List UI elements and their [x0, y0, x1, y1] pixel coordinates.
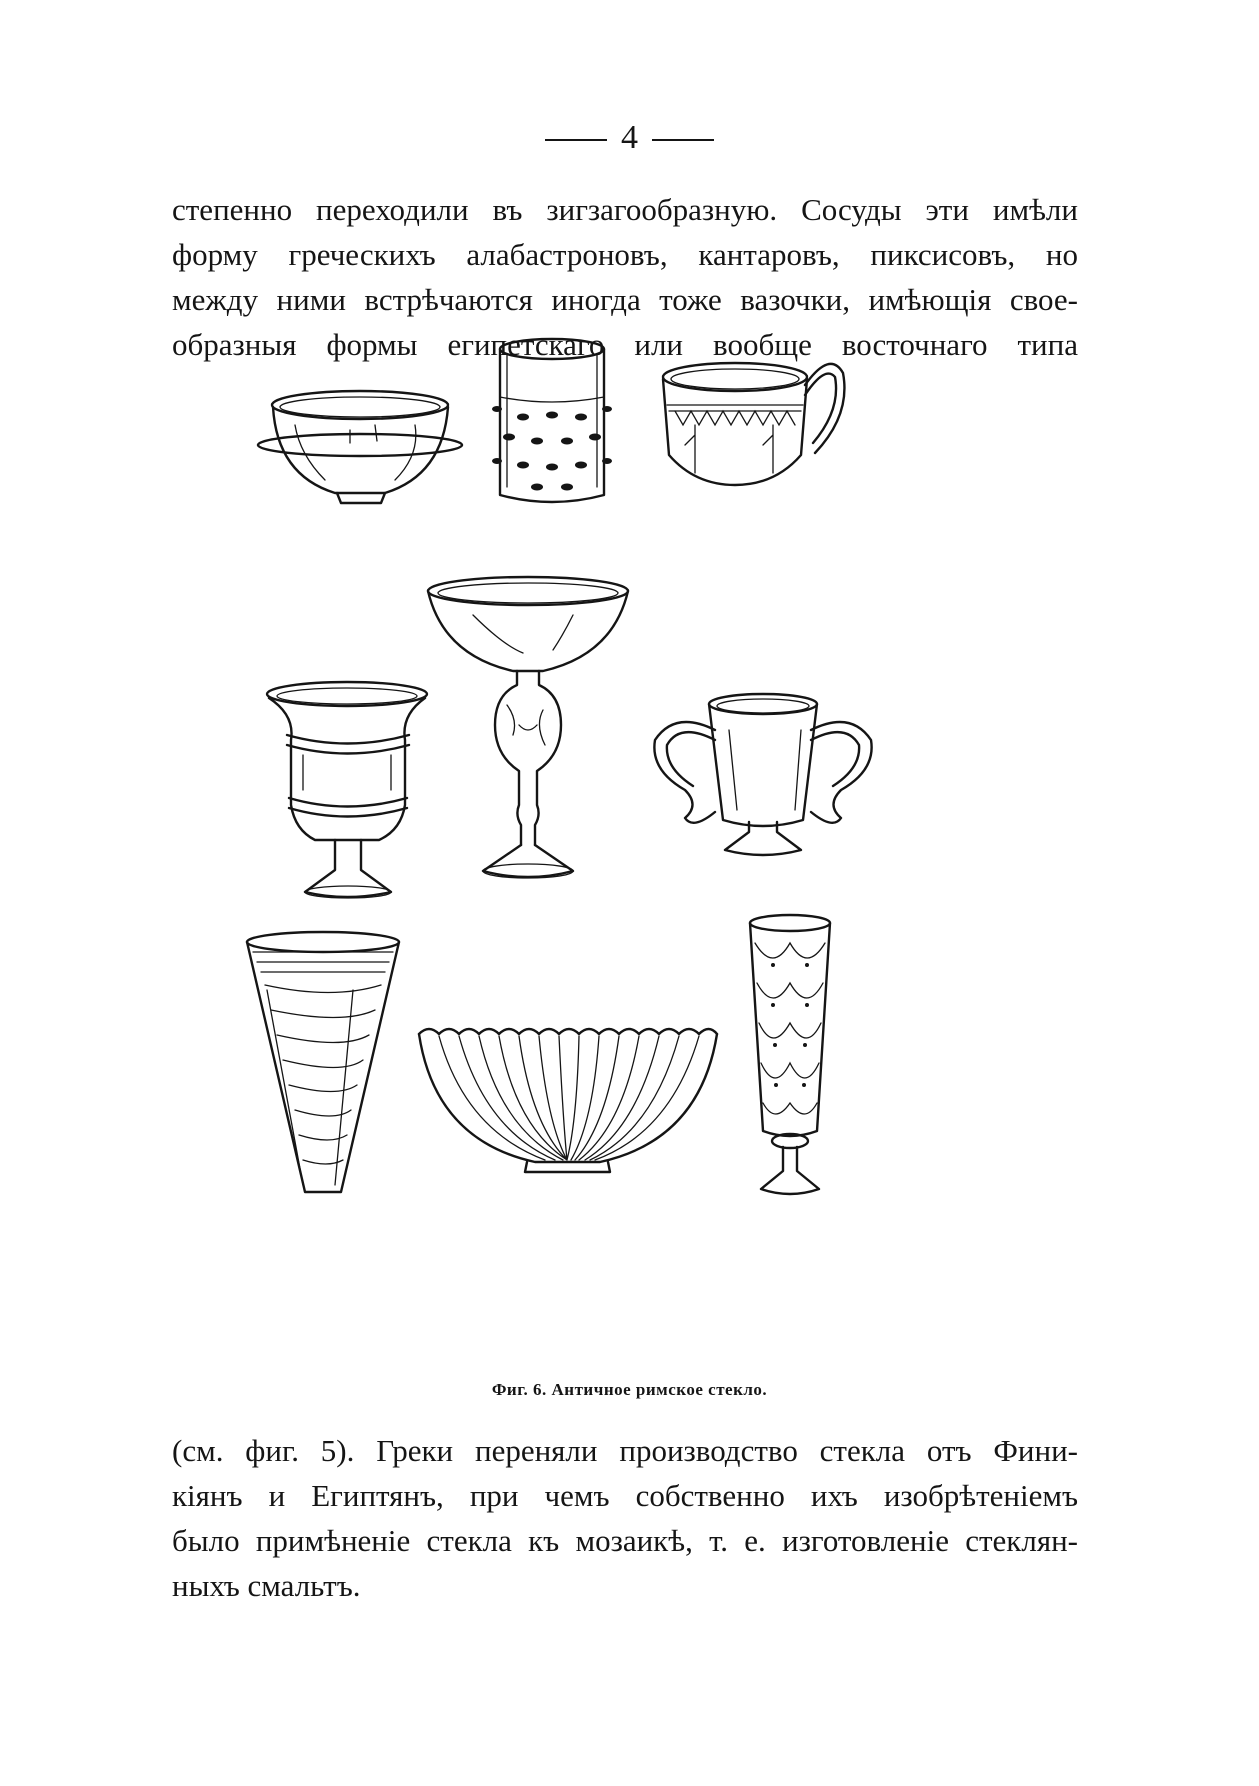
prunted-beaker-illustration [487, 337, 617, 507]
text-line: кіянъ и Египтянъ, при чемъ собственно ихъ изобрѣтеніемъ [172, 1478, 1078, 1513]
paragraph-top [172, 187, 1078, 367]
text-line: было примѣненіе стекла къ мозаикѣ, т. е. изготовленіе стеклян- [172, 1523, 1078, 1558]
ribbed-bowl-illustration [415, 1020, 720, 1175]
text-line: форму греческихъ алабастроновъ, кантаровъ, пиксисовъ, но [172, 237, 1078, 272]
flanged-bowl-illustration [255, 385, 465, 505]
conical-beaker-illustration [243, 930, 403, 1200]
right-rule [652, 139, 714, 141]
handled-cup-illustration [655, 355, 865, 495]
text-line: ныхъ смальтъ. [172, 1568, 361, 1603]
figure-caption: Фиг. 6. Античное римское стекло. [491, 1380, 768, 1399]
tall-glass-illustration [743, 913, 838, 1198]
text-line: (см. фиг. 5). Греки переняли производство стекла отъ Фини- [172, 1433, 1078, 1468]
page-number-text: 4 [621, 119, 638, 156]
footed-vase-illustration [255, 680, 440, 900]
page-number [0, 118, 1259, 158]
paragraph-bottom [172, 1428, 1078, 1608]
two-handled-cup-illustration [645, 690, 880, 860]
text-line: образныя формы египетскаго или вообще восточнаго типа [172, 327, 1078, 362]
figure-illustration [255, 385, 1015, 1375]
tall-goblet-illustration [423, 575, 633, 885]
left-rule [545, 139, 607, 141]
text-line: между ними встрѣчаются иногда тоже вазочки, имѣющія свое- [172, 282, 1078, 317]
text-line: степенно переходили въ зигзагообразную. Сосуды эти имѣли [172, 192, 1078, 227]
